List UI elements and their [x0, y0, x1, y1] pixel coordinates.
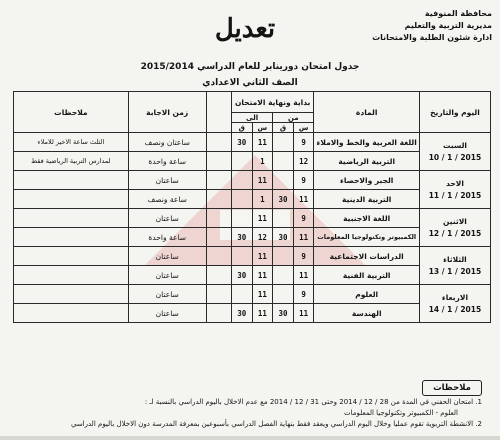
from-hour-cell: 9 — [293, 209, 314, 228]
table-row — [14, 152, 491, 171]
subject-cell: التربية الرياضية — [314, 152, 419, 171]
from-minute-cell — [273, 171, 294, 190]
header-notes: ملاحظات — [14, 92, 129, 133]
to-minute-cell: 30 — [231, 228, 252, 247]
subject-cell: التربية الدينية — [314, 190, 419, 209]
note-cell — [14, 285, 129, 304]
note-cell — [14, 247, 129, 266]
exam-schedule-table — [13, 91, 491, 323]
note-line: 1. امتحان الحفني في المدة من 28 / 12 / 2014 وحتى 31 / 12 / 2014 مع عدم الاخلال باليوم الدراسي بالنسبة لـ : — [144, 398, 482, 406]
to-hour-cell: 11 — [252, 171, 273, 190]
from-hour-cell: 9 — [293, 133, 314, 152]
header-subject: المادة — [314, 92, 419, 133]
subject-cell: اللغة الاجنبية — [314, 209, 419, 228]
to-minute-cell: 30 — [231, 266, 252, 285]
from-minute-cell — [273, 285, 294, 304]
duration-cell: ساعة واحدة — [128, 228, 206, 247]
from-hour-cell: 9 — [293, 285, 314, 304]
table-row — [14, 171, 491, 190]
table-row — [14, 266, 491, 285]
header-from: من — [273, 113, 314, 123]
day-name: الاربعاء — [441, 292, 469, 302]
to-hour-cell: 11 — [252, 133, 273, 152]
grade-label: الصف الثاني الاعدادي — [202, 78, 298, 88]
header-from-minute: ق — [273, 123, 294, 133]
day-name: السبت — [442, 140, 467, 150]
table-row — [14, 133, 491, 152]
table-row — [14, 247, 491, 266]
header-duration: زمن الاجابة — [128, 92, 206, 133]
document-title: تعديل — [214, 14, 276, 44]
to-minute-cell: 30 — [231, 304, 252, 323]
day-cell — [419, 171, 490, 209]
org-line-directorate: مديرية التربية والتعليم — [404, 21, 492, 30]
duration-cell: ساعتان — [128, 247, 206, 266]
from-minute-cell — [273, 266, 294, 285]
from-minute-cell — [273, 209, 294, 228]
table-row — [14, 285, 491, 304]
header-to: الى — [231, 113, 272, 123]
from-hour-cell: 11 — [293, 190, 314, 209]
day-date: 2015 / 1 / 12 — [428, 228, 482, 238]
spacer-cell — [206, 247, 231, 266]
to-hour-cell: 11 — [252, 209, 273, 228]
from-hour-cell: 9 — [293, 171, 314, 190]
from-hour-cell: 11 — [293, 266, 314, 285]
to-minute-cell — [231, 209, 252, 228]
org-line-governorate: محافظة المنوفية — [424, 9, 492, 18]
to-minute-cell — [231, 247, 252, 266]
header-exam-time: بداية ونهاية الامتحان — [231, 92, 314, 113]
day-cell — [419, 247, 490, 285]
note-line: 2. الانشطة التربوية تقوم عمليا وخلال اليوم الدراسي ويعقد فقط بنهاية الفصل الدراسي بأسبوعين بمعرفة المدرسة دون الاخلال باليوم الدراسي — [70, 420, 482, 428]
day-date: 2015 / 1 / 11 — [428, 190, 482, 200]
header-to-minute: ق — [231, 123, 252, 133]
duration-cell: ساعتان — [128, 285, 206, 304]
table-row — [14, 304, 491, 323]
to-minute-cell — [231, 152, 252, 171]
header-to-hour: س — [252, 123, 273, 133]
org-line-administration: ادارة شئون الطلبة والامتحانات — [372, 33, 492, 42]
subject-cell: الهندسة — [314, 304, 419, 323]
subject-cell: الدراسات الاجتماعية — [314, 247, 419, 266]
header-day-date: اليوم والتاريخ — [419, 92, 490, 133]
from-minute-cell: 30 — [273, 228, 294, 247]
spacer-cell — [206, 209, 231, 228]
day-name: الاثنين — [443, 216, 467, 226]
spacer-cell — [206, 152, 231, 171]
spacer-cell — [206, 171, 231, 190]
to-hour-cell: 1 — [252, 190, 273, 209]
day-cell — [419, 133, 490, 171]
note-line: العلوم - الكمبيوتر وتكنولوجيا المعلومات — [344, 409, 458, 417]
note-cell — [14, 209, 129, 228]
day-name: الثلاثاء — [443, 254, 467, 264]
from-hour-cell: 9 — [293, 247, 314, 266]
from-minute-cell — [273, 133, 294, 152]
from-hour-cell: 11 — [293, 228, 314, 247]
spacer-cell — [206, 133, 231, 152]
spacer-cell — [206, 228, 231, 247]
from-minute-cell: 30 — [273, 304, 294, 323]
from-minute-cell — [273, 247, 294, 266]
day-cell — [419, 285, 490, 323]
to-hour-cell: 11 — [252, 285, 273, 304]
subject-cell: اللغة العربية والخط والاملاء — [314, 133, 419, 152]
from-hour-cell: 11 — [293, 304, 314, 323]
duration-cell: ساعتان — [128, 266, 206, 285]
table-row — [14, 190, 491, 209]
note-cell: الثلث ساعة الاخير للاملاء — [14, 133, 129, 152]
notes-heading: ملاحظات — [422, 380, 482, 396]
from-hour-cell: 12 — [293, 152, 314, 171]
day-date: 2015 / 1 / 10 — [428, 152, 482, 162]
day-date: 2015 / 1 / 13 — [428, 266, 482, 276]
to-hour-cell: 11 — [252, 304, 273, 323]
to-minute-cell: 30 — [231, 133, 252, 152]
note-cell — [14, 304, 129, 323]
subject-cell: الجبر والاحصاء — [314, 171, 419, 190]
to-minute-cell — [231, 171, 252, 190]
day-name: الاحد — [446, 178, 464, 188]
duration-cell: ساعتان — [128, 304, 206, 323]
header-spacer — [206, 92, 231, 133]
note-cell — [14, 266, 129, 285]
day-cell — [419, 209, 490, 247]
to-minute-cell — [231, 190, 252, 209]
to-hour-cell: 11 — [252, 247, 273, 266]
note-cell — [14, 171, 129, 190]
note-cell — [14, 228, 129, 247]
from-minute-cell: 30 — [273, 190, 294, 209]
header-from-hour: س — [293, 123, 314, 133]
scan-edge — [0, 436, 500, 440]
day-date: 2015 / 1 / 14 — [428, 304, 482, 314]
duration-cell: ساعتان — [128, 209, 206, 228]
note-cell: لمدارس التربية الرياضية فقط — [14, 152, 129, 171]
subject-cell: الكمبيوتر وتكنولوجيا المعلومات — [314, 228, 419, 247]
duration-cell: ساعة واحدة — [128, 152, 206, 171]
to-hour-cell: 12 — [252, 228, 273, 247]
table-row — [14, 228, 491, 247]
duration-cell: ساعة ونصف — [128, 190, 206, 209]
subject-cell: التربية الفنية — [314, 266, 419, 285]
to-hour-cell: 1 — [252, 152, 273, 171]
from-minute-cell — [273, 152, 294, 171]
spacer-cell — [206, 190, 231, 209]
duration-cell: ساعتان — [128, 171, 206, 190]
to-minute-cell — [231, 285, 252, 304]
spacer-cell — [206, 266, 231, 285]
table-row — [14, 209, 491, 228]
note-cell — [14, 190, 129, 209]
organization-header — [332, 8, 492, 44]
spacer-cell — [206, 285, 231, 304]
notes-section — [12, 397, 482, 430]
duration-cell: ساعتان ونصف — [128, 133, 206, 152]
to-hour-cell: 11 — [252, 266, 273, 285]
spacer-cell — [206, 304, 231, 323]
subject-cell: العلوم — [314, 285, 419, 304]
document-subtitle: جدول امتحان دورينابر للعام الدراسي 2015/2014 — [140, 62, 360, 72]
